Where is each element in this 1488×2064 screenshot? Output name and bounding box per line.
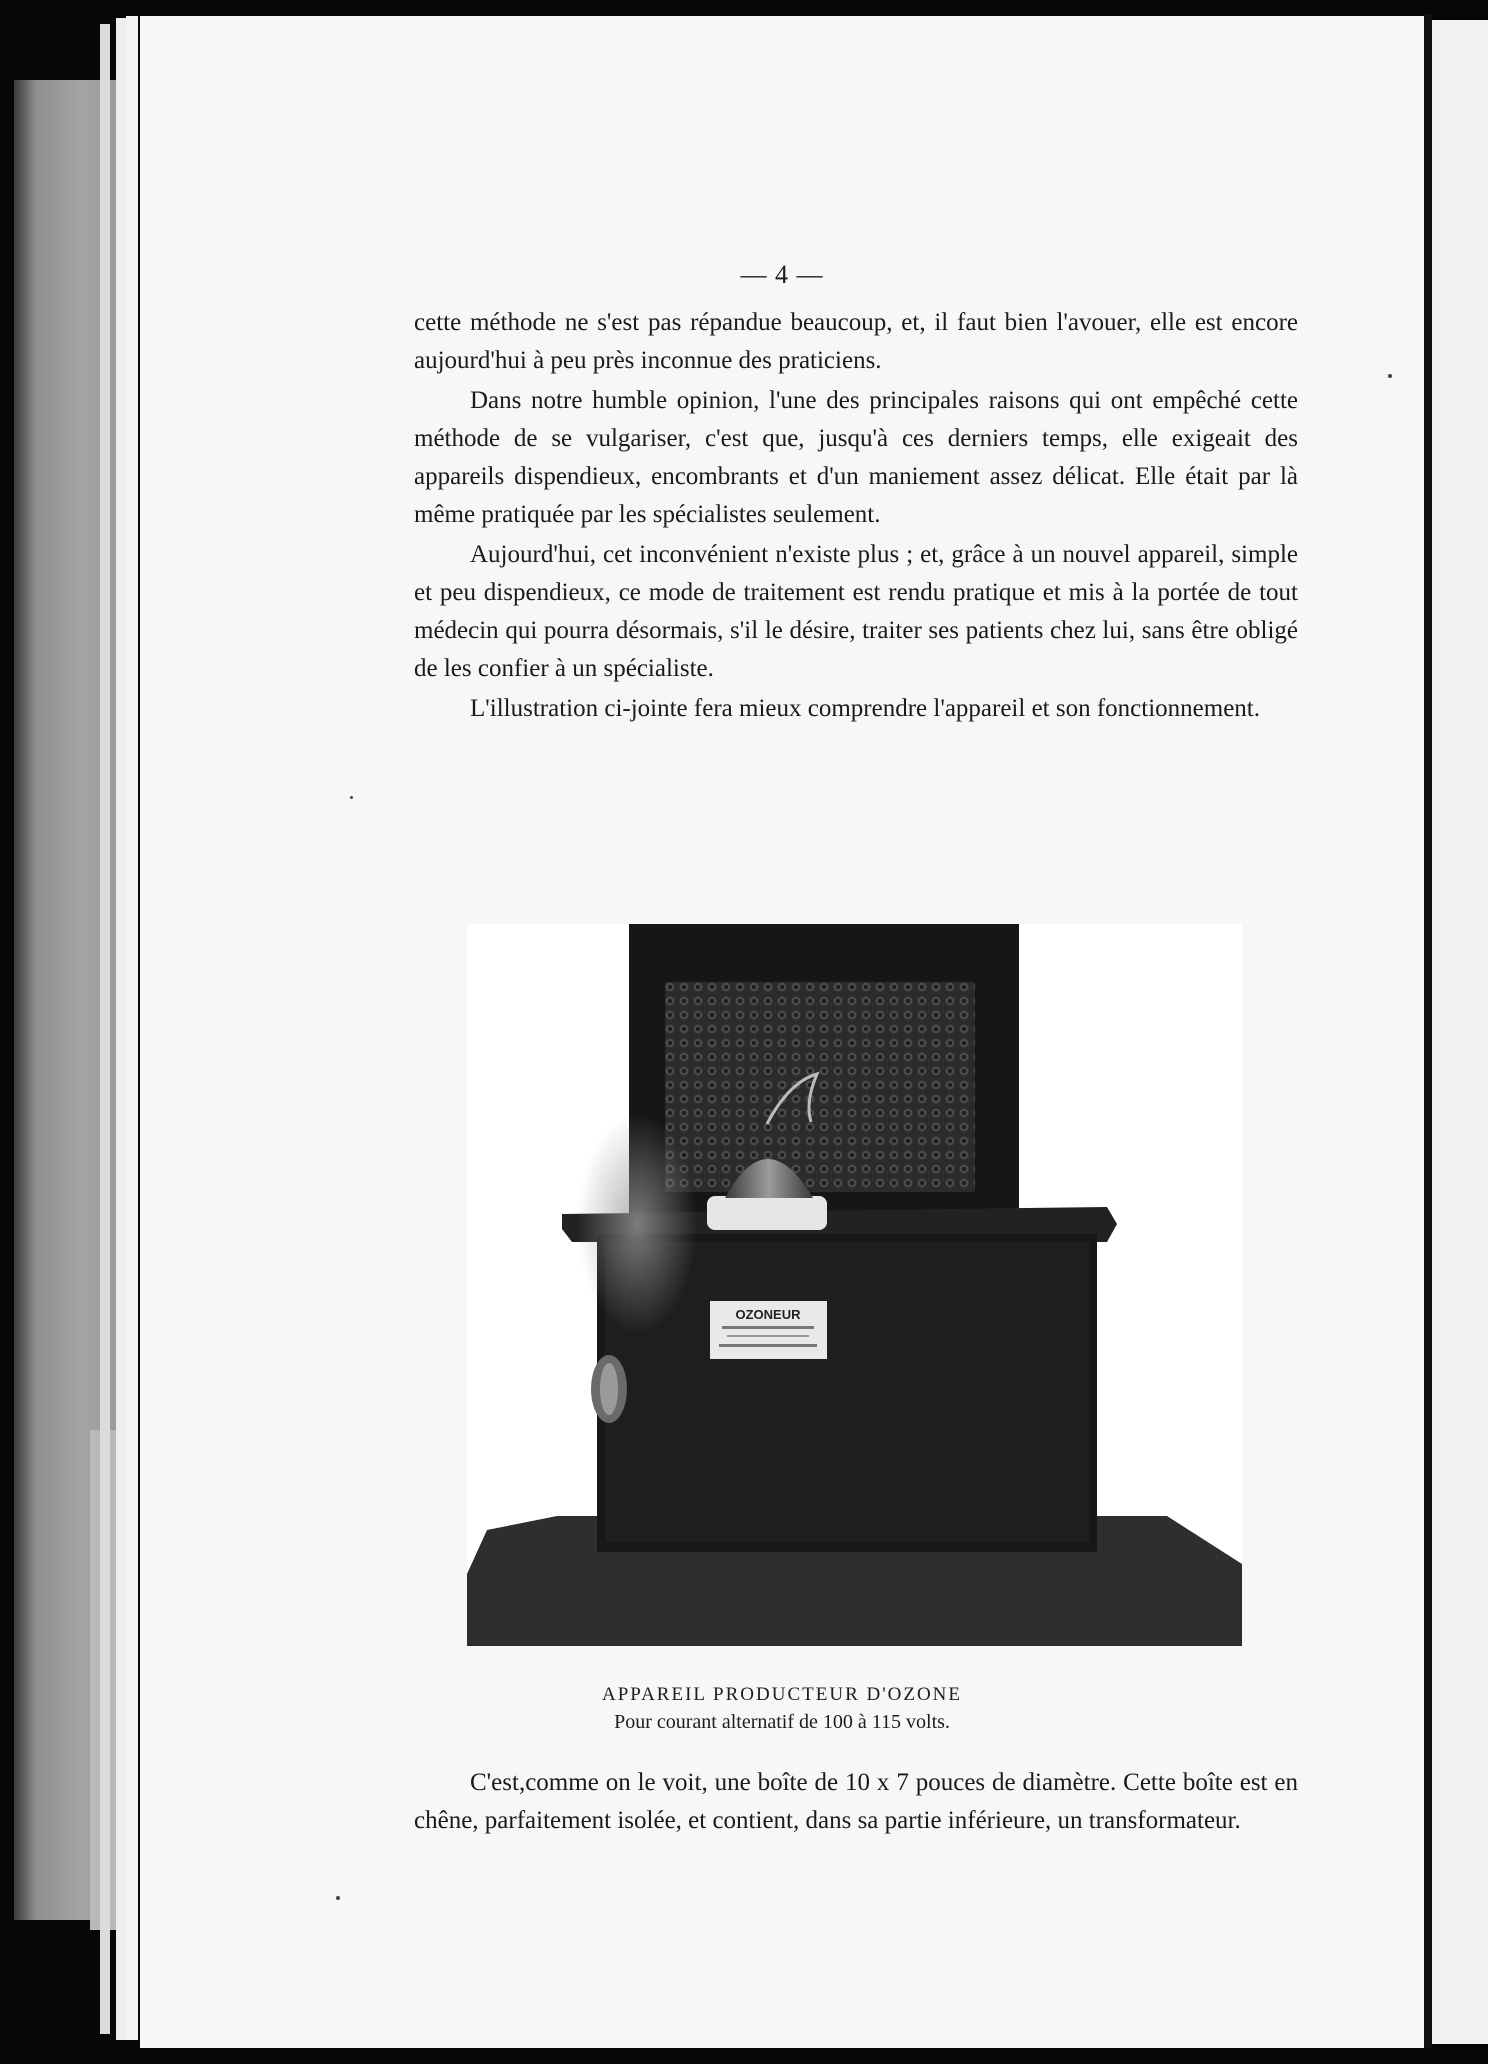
dust-speck [336,1896,340,1900]
figure-caption [140,1682,1424,1736]
caption-subtitle: Pour courant alternatif de 100 à 115 volts. [614,1711,950,1733]
body-text [414,304,1298,730]
paragraph: cette méthode ne s'est pas répandue beaucoup, et, il faut bien l'avouer, elle est encore aujourd'hui à peu près inconnue des praticiens. [414,309,1298,374]
paragraph: C'est,comme on le voit, une boîte de 10 x 7 pouces de diamètre. Cette boîte est en chêne, parfaitement isolée, et contient, dans sa partie inférieure, un transformateur. [414,1769,1298,1834]
page-edge [126,16,138,2040]
closing-text [414,1764,1298,1840]
next-page-edge [1432,20,1488,2044]
paragraph: Dans notre humble opinion, l'une des principales raisons qui ont empêché cette méthode de se vulgariser, c'est que, jusqu'à ces derniers temps, elle exigeait des appareils dispendieux, encombrants et d'un maniement assez délicat. Elle était par là même pratiquée par les spécialistes seulement. [414,387,1298,528]
caption-title: APPAREIL PRODUCTEUR D'OZONE [601,1684,963,1705]
paragraph: L'illustration ci-jointe fera mieux comprendre l'appareil et son fonctionnement. [470,695,1260,722]
page-edge [100,24,110,2034]
label-plate-text: OZONEUR [735,1307,801,1322]
dust-speck [350,796,353,799]
gutter-shadow [1424,14,1432,2048]
paragraph: Aujourd'hui, cet inconvénient n'existe plus ; et, grâce à un nouvel appareil, simple et peu dispendieux, ce mode de traitement est rendu pratique et mis à la portée de tout médecin qui pourra désormais, s'il le désire, traiter ses patients chez lui, sans être obligé de les confier à un spécialiste. [414,541,1298,682]
document-page [140,16,1424,2048]
ozone-apparatus-photo [467,924,1242,1646]
page-number: — 4 — [740,260,824,289]
dust-speck [1388,374,1392,378]
apparatus-illustration [467,924,1242,1646]
